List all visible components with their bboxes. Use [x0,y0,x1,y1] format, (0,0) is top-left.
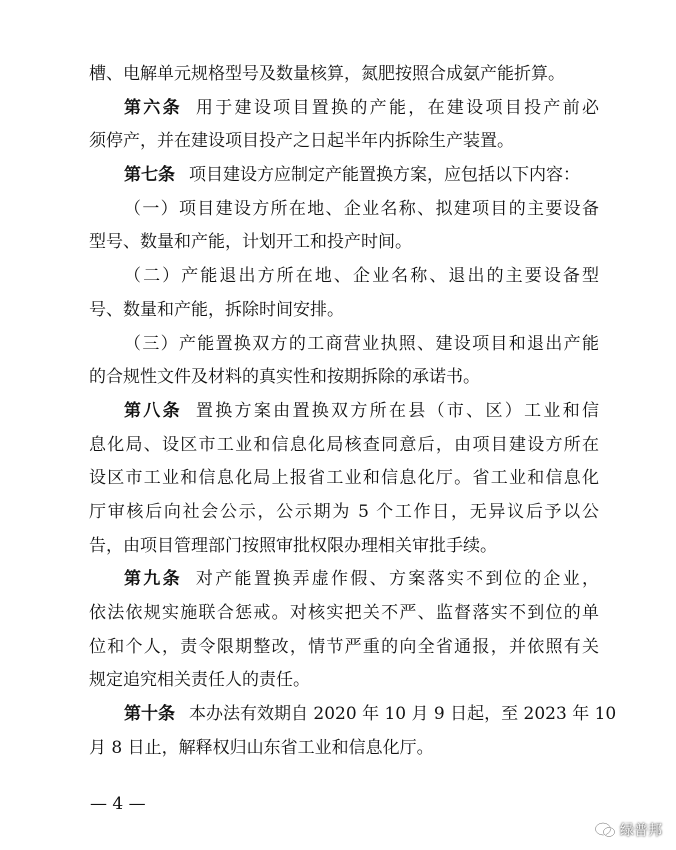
text-line [89,732,599,766]
line-text: 对产能置换弄虚作假、方案落实不到位的企业， [195,569,600,590]
line-text: 依法依规实施联合惩戒。对核实把关不严、监督落实不到位的单 [89,603,599,623]
article-heading: 第八条 [124,400,182,421]
article-heading: 第六条 [124,97,182,118]
article-line [89,395,599,429]
line-text: 槽、电解单元规格型号及数量核算，氮肥按照合成氨产能折算。 [89,64,565,84]
text-line [89,260,599,294]
line-text: （三）产能置换双方的工商营业执照、建设项目和退出产能 [124,333,599,354]
text-line [89,58,599,92]
line-text: 用于建设项目置换的产能，在建设项目投产前必 [195,97,600,118]
line-text: 设区市工业和信息化局上报省工业和信息化厅。省工业和信息化 [89,468,599,489]
line-text: 型号、数量和产能，计划开工和投产时间。 [89,232,412,253]
line-text: 位和个人，责令限期整改，情节严重的向全省通报，并依照有关 [89,636,599,657]
article-heading: 第九条 [124,569,182,590]
line-text: 厅审核后向社会公示，公示期为 5 个工作日，无异议后予以公 [89,501,599,522]
line-text: 本办法有效期自 2020 年 10 月 9 日起，至 2023 年 10 [189,704,617,725]
text-line [89,328,599,362]
line-text: 须停产，并在建设项目投产之日起半年内拆除生产装置。 [89,131,514,152]
text-line [89,429,599,463]
watermark [594,820,662,840]
text-line [89,462,599,496]
line-text: 号、数量和产能，拆除时间安排。 [89,299,344,320]
line-text: 的合规性文件及材料的真实性和按期拆除的承诺书。 [89,367,480,388]
line-text: 项目建设方应制定产能置换方案，应包括以下内容： [189,165,580,186]
line-text: 规定追究相关责任人的责任。 [89,670,310,691]
article-line [89,92,599,126]
line-text: 置换方案由置换双方所在县（市、区）工业和信 [195,400,600,421]
document-body [89,58,617,765]
page-number: — 4 — [90,794,146,814]
text-line [89,125,599,159]
line-text: （二）产能退出方所在地、企业名称、退出的主要设备型 [124,266,599,287]
text-line [89,226,599,260]
article-line [89,563,599,597]
article-heading: 第七条 [124,165,175,186]
text-line [89,361,599,395]
text-line [89,496,599,530]
text-line [89,631,599,665]
article-heading: 第十条 [124,704,175,725]
text-line [89,597,599,631]
article-line [89,159,599,193]
line-text: 息化局、设区市工业和信息化局核查同意后，由项目建设方所在 [89,434,599,455]
watermark-text: 绿普邦 [620,823,662,839]
text-line [89,294,599,328]
text-line [89,193,599,227]
text-line [89,530,599,564]
line-text: 告，由项目管理部门按照审批权限办理相关审批手续。 [89,535,497,556]
wechat-logo-icon [594,821,616,839]
line-text: （一）项目建设方所在地、企业名称、拟建项目的主要设备 [124,198,599,219]
line-text: 月 8 日止，解释权归山东省工业和信息化厅。 [89,737,434,758]
article-line [89,698,617,732]
text-line [89,664,599,698]
